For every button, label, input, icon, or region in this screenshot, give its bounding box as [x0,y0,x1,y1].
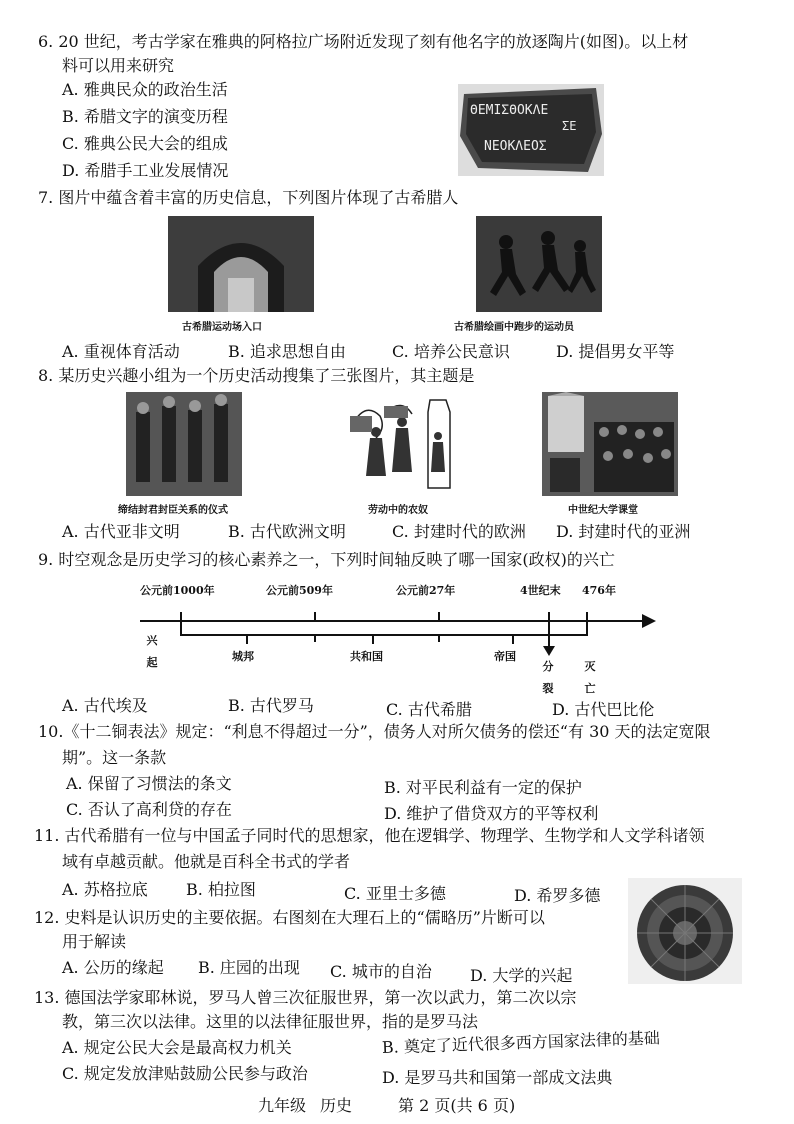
runners-painting-image [476,216,602,312]
q10-stem-line2: 期”。这一条款 [62,748,167,767]
q11-option-c[interactable]: C. 亚里士多德 [344,884,446,903]
timeline-date-3: 公元前27年 [396,584,456,597]
q6-option-b[interactable]: B. 希腊文字的演变历程 [62,107,228,126]
timeline-tick-5 [586,612,588,622]
timeline-republic-mark [372,636,374,644]
q8-caption-3: 中世纪大学课堂 [568,505,638,516]
q6-option-a[interactable]: A. 雅典民众的政治生活 [62,80,228,99]
q10-option-b[interactable]: B. 对平民利益有一定的保护 [384,778,582,797]
timeline-bracket-div-2 [438,634,440,642]
q6-stem-line1: 6. 20 世纪，考古学家在雅典的阿格拉广场附近发现了刻有他名字的放逐陶片(如图)。以上材 [38,32,689,51]
timeline-empire-mark [512,636,514,644]
q12-stem-line2: 用于解读 [62,932,127,951]
q7-option-d[interactable]: D. 提倡男女平等 [556,342,675,361]
q7-option-a[interactable]: A. 重视体育活动 [62,342,180,361]
q12-stem-line1: 12. 史料是认识历史的主要依据。右图刻在大理石上的“儒略历”片断可以 [34,908,545,927]
q9-option-a[interactable]: A. 古代埃及 [62,696,148,715]
q7-stem: 7. 图片中蕴含着丰富的历史信息，下列图片体现了古希腊人 [38,188,459,207]
timeline-empire-label: 帝国 [494,650,516,663]
timeline-date-1: 公元前1000年 [140,584,215,597]
timeline-bracket-end [586,622,588,636]
timeline-fall-label: 灭亡 [584,660,596,695]
q10-option-a[interactable]: A. 保留了习惯法的条文 [66,774,232,793]
q7-option-b[interactable]: B. 追求思想自由 [228,342,346,361]
q8-caption-1: 缔结封君封臣关系的仪式 [118,505,228,516]
footer-page-number: 第 2 页(共 6 页) [398,1096,516,1115]
q8-option-d[interactable]: D. 封建时代的亚洲 [556,522,691,541]
q11-stem-line1: 11. 古代希腊有一位与中国孟子同时代的思想家，他在逻辑学、物理学、生物学和人文学科诸领 [34,826,705,845]
q9-option-d[interactable]: D. 古代巴比伦 [552,700,655,719]
timeline-bracket-div-1 [314,634,316,642]
q6-option-c[interactable]: C. 雅典公民大会的组成 [62,134,228,153]
timeline-date-2: 公元前509年 [266,584,333,597]
q8-option-a[interactable]: A. 古代亚非文明 [62,522,180,541]
stadium-entrance-image [168,216,314,312]
q10-option-d[interactable]: D. 维护了借贷双方的平等权利 [384,804,599,823]
timeline-split-arrow-icon [543,646,555,656]
ostracon-image [458,84,604,176]
timeline-split-label: 分裂 [542,660,554,695]
q13-stem-line2: 教，第三次以法律。这里的以法律征服世界，指的是罗马法 [62,1012,479,1031]
timeline-date-5: 476年 [582,584,616,597]
q13-option-c[interactable]: C. 规定发放津贴鼓励公民参与政治 [62,1064,308,1083]
serfs-working-image [346,392,456,496]
timeline-republic-label: 共和国 [350,650,383,663]
q10-option-c[interactable]: C. 否认了高利贷的存在 [66,800,232,819]
q9-stem: 9. 时空观念是历史学习的核心素养之一，下列时间轴反映了哪一国家(政权)的兴亡 [38,550,615,569]
q13-option-b[interactable]: B. 奠定了近代很多西方国家法律的基础 [381,1028,661,1057]
timeline-bracket [180,634,588,636]
q7-option-c[interactable]: C. 培养公民意识 [392,342,510,361]
q13-option-d[interactable]: D. 是罗马共和国第一部成文法典 [382,1068,613,1087]
timeline-axis [140,620,646,622]
q7-caption-1: 古希腊运动场入口 [182,322,262,333]
q9-option-c[interactable]: C. 古代希腊 [386,700,472,719]
footer-subject: 历史 [320,1096,353,1115]
q11-stem-line2: 域有卓越贡献。他就是百科全书式的学者 [62,852,351,871]
timeline-city-label: 城邦 [232,650,254,663]
timeline-arrow-icon [642,614,656,628]
q6-option-d[interactable]: D. 希腊手工业发展情况 [62,161,229,180]
q11-option-a[interactable]: A. 苏格拉底 [62,880,148,899]
q7-caption-2: 古希腊绘画中跑步的运动员 [454,322,574,333]
medieval-university-image [542,392,678,496]
q8-stem: 8. 某历史兴趣小组为一个历史活动搜集了三张图片，其主题是 [38,366,475,385]
timeline-city-mark [246,636,248,644]
q8-caption-2: 劳动中的农奴 [368,505,428,516]
timeline-tick-3 [438,612,440,622]
q10-stem-line1: 10.《十二铜表法》规定：“利息不得超过一分”，债务人对所欠债务的偿还“有 30 天的法定宽限 [38,722,711,741]
q6-stem-line2: 料可以用来研究 [62,56,175,75]
julian-calendar-stone-image [628,878,742,984]
timeline-rise-label: 兴起 [146,634,158,669]
timeline-bracket-start [180,622,182,636]
q13-stem-line1: 13. 德国法学家耶林说，罗马人曾三次征服世界，第一次以武力，第二次以宗 [34,988,577,1007]
q9-option-b[interactable]: B. 古代罗马 [228,696,314,715]
q11-option-d[interactable]: D. 希罗多德 [514,886,601,905]
q11-option-b[interactable]: B. 柏拉图 [186,880,256,899]
q12-option-a[interactable]: A. 公历的缘起 [62,958,164,977]
timeline-tick-2 [314,612,316,622]
vassal-ceremony-image [126,392,242,496]
ostracon-text-1: ΘEMIΣΘOKΛE [470,103,549,118]
q12-option-d[interactable]: D. 大学的兴起 [470,966,573,985]
q8-option-c[interactable]: C. 封建时代的欧洲 [392,522,526,541]
ostracon-text-3: NEOKΛEOΣ [484,139,547,154]
footer-grade: 九年级 [258,1096,307,1115]
q12-option-c[interactable]: C. 城市的自治 [330,962,432,981]
timeline-tick-4 [548,612,550,622]
q8-option-b[interactable]: B. 古代欧洲文明 [228,522,346,541]
ostracon-text-2: ΣE [562,119,577,133]
q13-option-a[interactable]: A. 规定公民大会是最高权力机关 [62,1038,292,1057]
q12-option-b[interactable]: B. 庄园的出现 [198,958,300,977]
timeline-date-4: 4世纪末 [520,584,561,597]
timeline-tick-1 [180,612,182,622]
